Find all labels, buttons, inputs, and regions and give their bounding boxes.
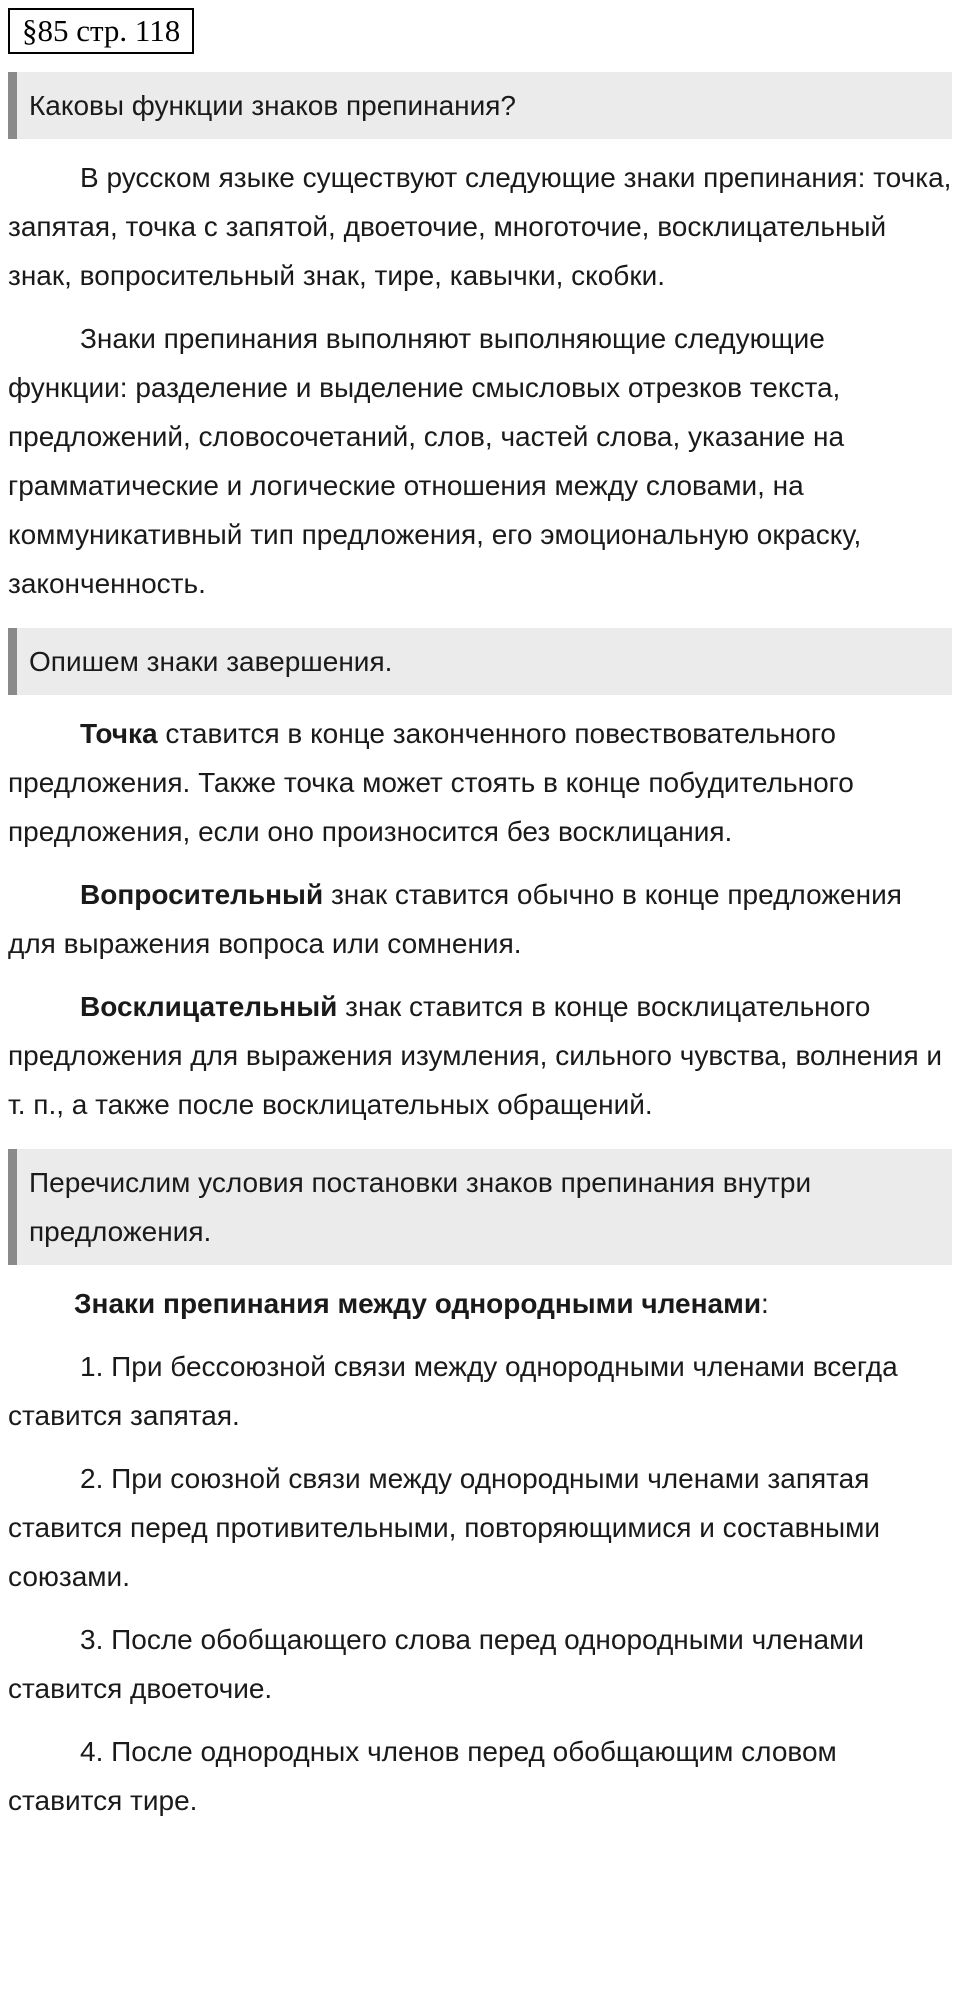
term-question-mark: Вопросительный xyxy=(80,879,324,910)
subheading-colon: : xyxy=(761,1288,769,1319)
paragraph-punctuation-list: В русском языке существуют следующие знаки препинания: точка, запятая, точка с запятой, двоеточие, многоточие, восклицательный знак, вопросительный знак, тире, кавычки, скобки. xyxy=(8,162,952,291)
paragraph-exclamation-mark xyxy=(8,982,952,1129)
question-block-functions: Каковы функции знаков препинания? xyxy=(8,72,952,139)
list-item-4: 4. После однородных членов перед обобщающим словом ставится тире. xyxy=(8,1736,837,1816)
list-item-1: 1. При бессоюзной связи между однородными членами всегда ставится запятая. xyxy=(8,1351,898,1431)
paragraph-question-mark xyxy=(8,870,952,968)
paragraph-period xyxy=(8,709,952,856)
paragraph-period-text: ставится в конце законченного повествовательного предложения. Также точка может стоять в конце побудительного предложения, если оно произносится без восклицания. xyxy=(8,718,854,847)
list-item-3: 3. После обобщающего слова перед однородными членами ставится двоеточие. xyxy=(8,1624,864,1704)
paragraph-punctuation-functions: Знаки препинания выполняют выполняющие следующие функции: разделение и выделение смысловых отрезков текста, предложений, словосочетаний, слов, частей слова, указание на грамматические и логические отношения между словами, на коммуникативный тип предложения, его эмоциональную окраску, законченность. xyxy=(8,323,862,599)
paragraph-question-mark-text: знак ставится обычно в конце предложения для выражения вопроса или сомнения. xyxy=(8,879,902,959)
paragraph-reference-box: §85 стр. 118 xyxy=(8,8,194,54)
document-page xyxy=(8,8,952,1825)
term-period: Точка xyxy=(80,718,158,749)
question-block-conditions: Перечислим условия постановки знаков препинания внутри предложения. xyxy=(8,1149,952,1265)
question-block-ending-marks: Опишем знаки завершения. xyxy=(8,628,952,695)
term-exclamation-mark: Восклицательный xyxy=(80,991,338,1022)
subheading-homogeneous-members xyxy=(8,1279,952,1328)
list-item-2: 2. При союзной связи между однородными членами запятая ставится перед противительными, повторяющимися и составными союзами. xyxy=(8,1463,880,1592)
paragraph-exclamation-mark-text: знак ставится в конце восклицательного предложения для выражения изумления, сильного чувства, волнения и т. п., а также после восклицательных обращений. xyxy=(8,991,943,1120)
subheading-bold-text: Знаки препинания между однородными членами xyxy=(74,1288,762,1319)
